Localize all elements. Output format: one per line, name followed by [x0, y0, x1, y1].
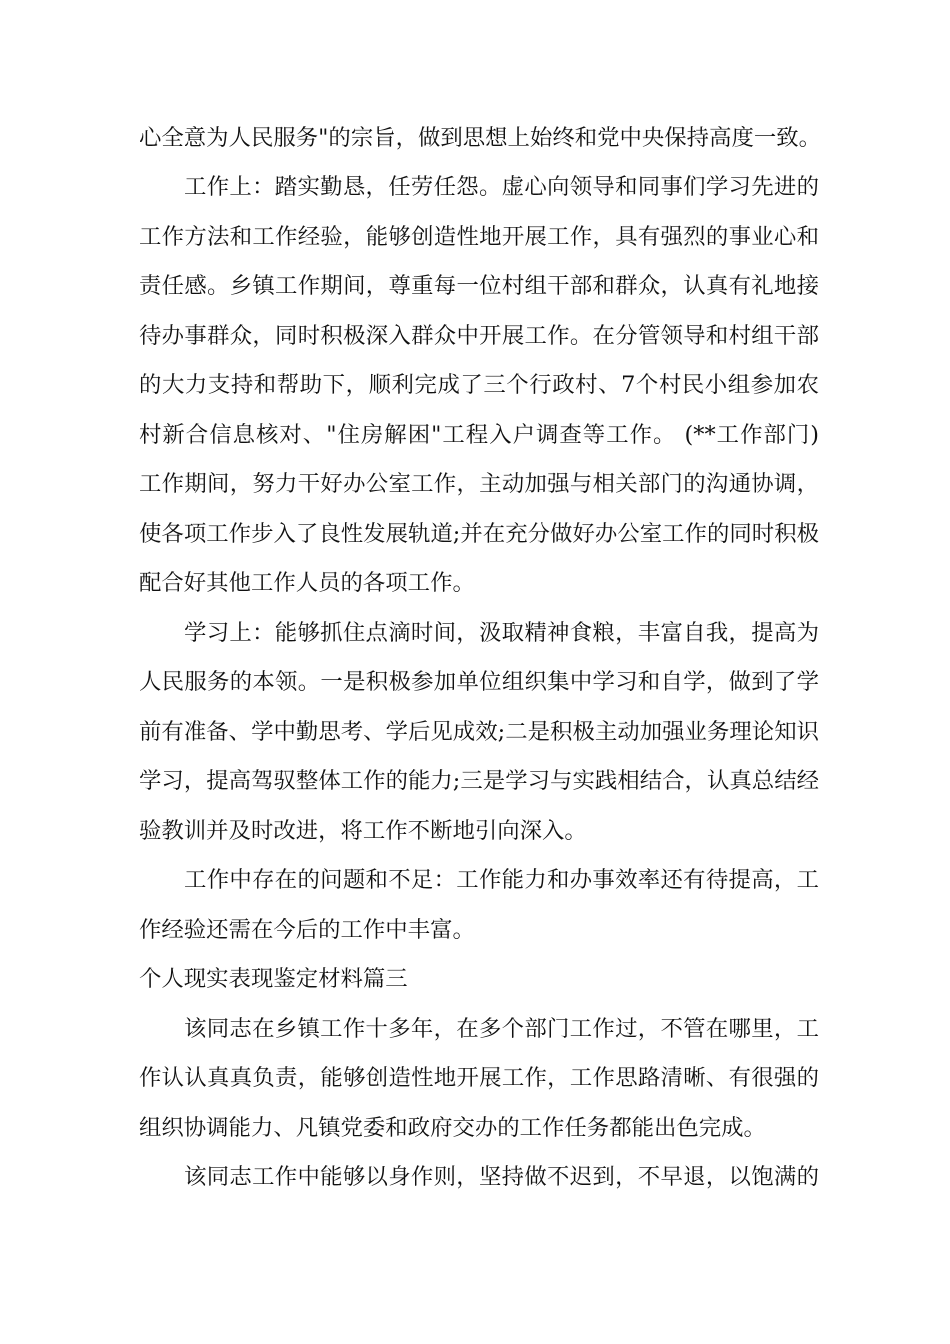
- text-line: 工作中存在的问题和不足：工作能力和办事效率还有待提高，工: [184, 867, 819, 893]
- section-heading: 个人现实表现鉴定材料篇三: [139, 966, 408, 992]
- text-line: 该同志工作中能够以身作则，坚持做不迟到，不早退，以饱满的: [184, 1164, 819, 1190]
- text-line: 学习上：能够抓住点滴时间，汲取精神食粮，丰富自我，提高为: [184, 620, 819, 646]
- text-line: 工作上：踏实勤恳，任劳任怨。虚心向领导和同事们学习先进的: [184, 174, 819, 200]
- text-line: 人民服务的本领。一是积极参加单位组织集中学习和自学，做到了学: [139, 669, 819, 695]
- text-line: 责任感。乡镇工作期间，尊重每一位村组干部和群众，认真有礼地接: [139, 273, 819, 299]
- text-line: 工作期间，努力干好办公室工作，主动加强与相关部门的沟通协调，: [139, 471, 819, 497]
- text-line: 该同志在乡镇工作十多年，在多个部门工作过，不管在哪里，工: [184, 1016, 819, 1042]
- text-line: 前有准备、学中勤思考、学后见成效;二是积极主动加强业务理论知识: [139, 719, 819, 745]
- text-line: 作认认真真负责，能够创造性地开展工作，工作思路清晰、有很强的: [139, 1065, 819, 1091]
- text-line: 村新合信息核对、"住房解困"工程入户调查等工作。 (**工作部门): [139, 422, 819, 448]
- text-line: 待办事群众，同时积极深入群众中开展工作。在分管领导和村组干部: [139, 323, 819, 349]
- text-line: 组织协调能力、凡镇党委和政府交办的工作任务都能出色完成。: [139, 1115, 766, 1141]
- text-line: 作经验还需在今后的工作中丰富。: [139, 917, 475, 943]
- text-line: 工作方法和工作经验，能够创造性地开展工作，具有强烈的事业心和: [139, 224, 819, 250]
- text-line: 的大力支持和帮助下，顺利完成了三个行政村、7个村民小组参加农: [139, 372, 819, 398]
- text-line: 验教训并及时改进，将工作不断地引向深入。: [139, 818, 587, 844]
- text-line: 使各项工作步入了良性发展轨道;并在充分做好办公室工作的同时积极: [139, 521, 819, 547]
- text-line: 配合好其他工作人员的各项工作。: [139, 570, 475, 596]
- text-line: 心全意为人民服务"的宗旨，做到思想上始终和党中央保持高度一致。: [139, 125, 822, 151]
- text-line: 学习，提高驾驭整体工作的能力;三是学习与实践相结合，认真总结经: [139, 768, 819, 794]
